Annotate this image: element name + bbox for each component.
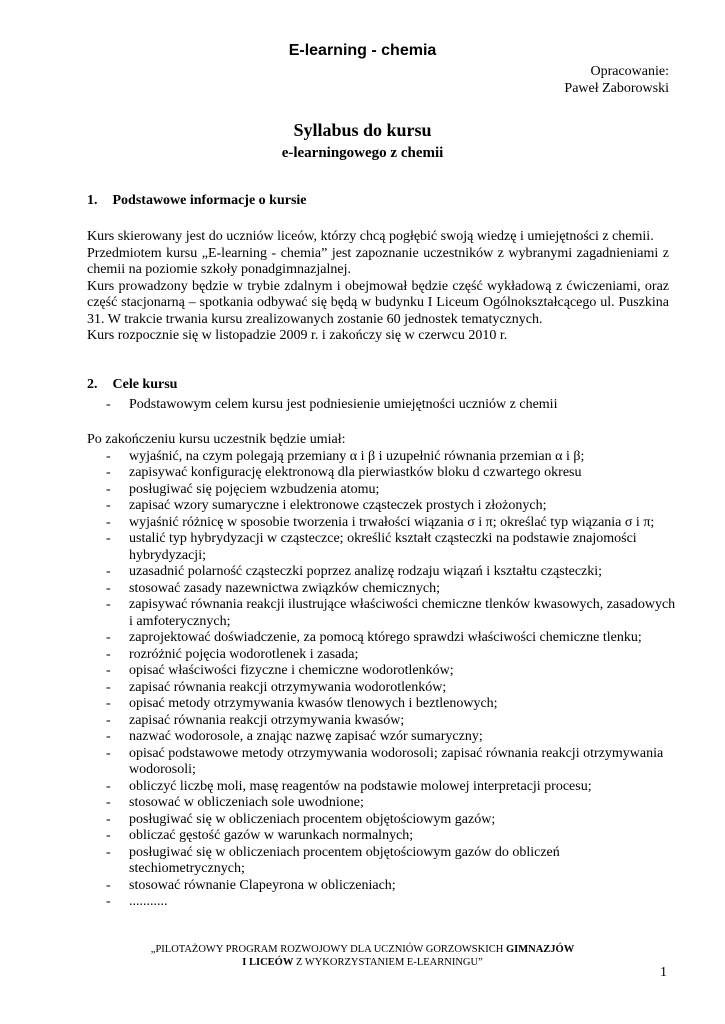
- dash-bullet: -: [106, 465, 111, 480]
- list-item-text: ustalić typ hybrydyzacji w cząsteczce; określić kształt cząsteczki na podstawie znajomości hybrydyzacji;: [129, 531, 637, 563]
- list-item: [87, 894, 677, 911]
- list-item: [87, 515, 677, 532]
- dash-bullet: -: [106, 663, 111, 678]
- dash-bullet: -: [106, 630, 111, 645]
- list-item: [87, 779, 677, 796]
- list-item-text: ...........: [129, 894, 168, 909]
- list-item-text: stosować zasady nazewnictwa związków chemicznych;: [129, 580, 440, 596]
- list-item-text: uzasadnić polarność cząsteczki poprzez analizę rodzaju wiązań i kształtu cząsteczki;: [129, 564, 603, 579]
- dash-bullet: -: [106, 564, 111, 579]
- header-title: E-learning - chemia: [288, 42, 437, 59]
- dash-bullet: -: [106, 745, 111, 761]
- dash-bullet: -: [106, 795, 111, 810]
- list-item-text: rozróżnić pojęcia wodorotlenek i zasada;: [129, 646, 359, 662]
- list-item-text: zapisywać równania reakcji ilustrujące właściwości chemiczne tlenków kwasowych, zasadowych i amfoterycznych;: [129, 597, 676, 629]
- list-item-text: wyjaśnić różnicę w sposobie tworzenia i trwałości wiązania σ i π; określać typ wiązania σ i π;: [129, 514, 655, 530]
- list-item-text: opisać podstawowe metody otrzymywania wodorosoli; zapisać równania reakcji otrzymywania wodorosoli;: [129, 745, 664, 777]
- section-1-body: [87, 229, 669, 345]
- section-1-paragraph: Przedmiotem kursu „E-learning - chemia” jest zapoznanie uczestników z wybranymi zagadnieniami z chemii na poziomie szkoły ponadgimnazjalnej.: [87, 245, 669, 277]
- dash-bullet: -: [106, 597, 111, 612]
- section-1-paragraph: Kurs skierowany jest do uczniów liceów, którzy chcą pogłębić swoją wiedzę i umiejętności z chemii.: [87, 229, 654, 244]
- section-2-number: 2.: [87, 377, 98, 392]
- footer-text: „PILOTAŻOWY PROGRAM ROZWOJOWY DLA UCZNIÓW GORZOWSKICH: [150, 944, 506, 955]
- list-item: [87, 746, 677, 779]
- dash-bullet: -: [106, 498, 111, 513]
- document-title: Syllabus do kursu: [293, 120, 432, 140]
- section-1-paragraph: Kurs rozpocznie się w listopadzie 2009 r. i zakończy się w czerwcu 2010 r.: [87, 328, 508, 343]
- list-item: [87, 581, 677, 598]
- list-item-text: zapisać wzory sumaryczne i elektronowe cząsteczek prostych i złożonych;: [129, 498, 547, 513]
- dash-bullet: -: [106, 712, 111, 728]
- list-item: [87, 729, 677, 746]
- list-item: [87, 498, 677, 515]
- section-2-heading: [87, 377, 177, 393]
- footer-line-2: [0, 956, 725, 969]
- dash-bullet: -: [106, 844, 111, 860]
- section-1-title: Podstawowe informacje o kursie: [112, 193, 307, 208]
- list-item: [87, 564, 677, 581]
- list-item: [87, 828, 677, 845]
- dash-bullet: -: [106, 514, 111, 530]
- list-item: [87, 795, 677, 812]
- outcomes-list: [87, 449, 677, 911]
- dash-bullet: -: [106, 778, 111, 794]
- list-item-text: posługiwać się w obliczeniach procentem objętościowym gazów do obliczeń stechiometrycznych;: [129, 844, 560, 876]
- list-item: [87, 531, 677, 564]
- page-number: 1: [660, 965, 667, 980]
- list-item-text: stosować równanie Clapeyrona w obliczeniach;: [129, 877, 396, 893]
- section-1-paragraph: Kurs prowadzony będzie w trybie zdalnym i obejmował będzie część wykładową z ćwiczeniami, oraz część stacjonarną – spotkania odbywać się będą w budynku I Liceum Ogólnokształcącego ul. Puszkina 31. W trakcie trwania kursu zrealizowanych zostanie 60 jednostek tematycznych.: [87, 278, 669, 327]
- section-1-heading: [87, 193, 307, 209]
- dash-bullet: -: [106, 679, 111, 695]
- footer-text-bold: I LICEÓW: [242, 957, 294, 968]
- list-item: [87, 845, 677, 878]
- section-1-number: 1.: [87, 193, 98, 208]
- document-subtitle: e-learningowego z chemii: [281, 145, 444, 161]
- list-item: [87, 878, 677, 895]
- list-item-text: posługiwać się pojęciem wzbudzenia atomu;: [129, 481, 380, 497]
- main-goal-text: Podstawowym celem kursu jest podniesienie umiejętności uczniów z chemii: [129, 397, 558, 412]
- dash-bullet: -: [106, 580, 111, 596]
- list-item: [87, 482, 677, 499]
- list-item: [87, 647, 677, 664]
- dash-bullet: -: [106, 894, 111, 909]
- author-label: Opracowanie:: [590, 64, 669, 79]
- list-item: [87, 597, 677, 630]
- list-item: [87, 449, 677, 466]
- author-block: [564, 63, 669, 97]
- list-item: [87, 713, 677, 730]
- footer-text: Z WYKORZYSTANIEM E-LEARNINGU”: [293, 957, 483, 968]
- dash-bullet: -: [106, 828, 111, 843]
- dash-bullet: -: [106, 811, 111, 827]
- list-item-text: opisać właściwości fizyczne i chemiczne wodorotlenków;: [129, 663, 454, 678]
- section-2-main-goal: [87, 397, 677, 414]
- list-item: [87, 663, 677, 680]
- list-item-text: zapisać równania reakcji otrzymywania wodorotlenków;: [129, 679, 447, 695]
- list-item: [87, 680, 677, 697]
- list-item-text: zapisać równania reakcji otrzymywania kwasów;: [129, 712, 405, 728]
- dash-bullet: -: [106, 481, 111, 497]
- footer: [0, 943, 725, 969]
- list-item: [87, 696, 677, 713]
- list-item-text: obliczyć liczbę moli, masę reagentów na podstawie molowej interpretacji procesu;: [129, 778, 592, 794]
- outcomes-intro: Po zakończeniu kursu uczestnik będzie umiał:: [87, 432, 346, 447]
- footer-line-1: [0, 943, 725, 956]
- list-item-text: opisać metody otrzymywania kwasów tlenowych i beztlenowych;: [129, 696, 498, 711]
- dash-bullet: -: [106, 877, 111, 893]
- author-name: Paweł Zaborowski: [564, 81, 669, 96]
- list-item-text: posługiwać się w obliczeniach procentem objętościowym gazów;: [129, 811, 496, 827]
- dash-bullet: -: [106, 531, 111, 546]
- list-item: - Podstawowym celem kursu jest podniesienie umiejętności uczniów z chemii: [106, 397, 558, 412]
- list-item-text: zaprojektować doświadczenie, za pomocą którego sprawdzi właściwości chemiczne tlenku;: [129, 630, 642, 645]
- dash-bullet: -: [106, 696, 111, 711]
- list-item-text: stosować w obliczeniach sole uwodnione;: [129, 795, 364, 810]
- list-item-text: wyjaśnić, na czym polegają przemiany α i β i uzupełnić równania przemian α i β;: [129, 448, 585, 464]
- list-item-text: zapisywać konfigurację elektronową dla pierwiastków bloku d czwartego okresu: [129, 465, 582, 480]
- dash-bullet: -: [106, 729, 111, 744]
- section-2-outcomes: [87, 432, 677, 911]
- footer-text-bold: GIMNAZJÓW: [505, 944, 575, 955]
- dash-bullet: -: [106, 646, 111, 662]
- list-item-text: nazwać wodorosole, a znając nazwę zapisać wzór sumaryczny;: [129, 729, 483, 744]
- list-item: [87, 465, 677, 482]
- list-item: [87, 812, 677, 829]
- list-item-text: obliczać gęstość gazów w warunkach normalnych;: [129, 828, 414, 843]
- list-item: [87, 630, 677, 647]
- dash-bullet: -: [106, 448, 111, 464]
- section-2-title: Cele kursu: [112, 377, 178, 392]
